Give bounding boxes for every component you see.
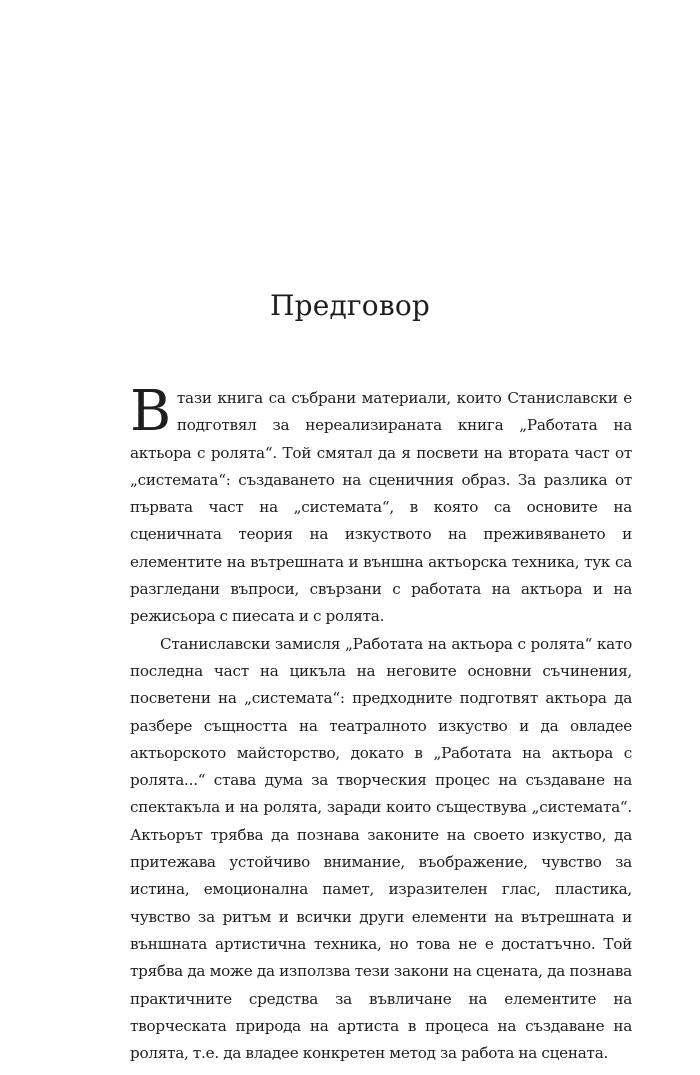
paragraph-1-text: тази книга са събрани материали, които Станиславски е подготвял за нереализираната книга „Работата на актьора с ролята“. Той смятал да я посвети на втората част от „системата“: създаването на сценичния образ. За разлика от първата част на „системата“, в която са основите на сценичната теория на изкуството на преживяването и елементите на вътрешната и външна актьорска техника, тук са разгледани въпроси, свързани с работата на актьора и на режисьора с пиесата и с ролята. — [130, 389, 632, 626]
chapter-title: Предговор — [269, 289, 431, 322]
chapter-body — [130, 379, 632, 1067]
drop-cap-letter: В — [130, 379, 171, 444]
paragraph-2: Станиславски замисля „Работата на актьора с ролята“ като последна част на цикъла на неговите основни съчинения, посветени на „системата“: предходните подготвят актьора да разбере същността на театралното изкуство и да овладее актьорското майсторство, докато в „Работата на актьора с ролята...“ става дума за творческия процес на създаване на спектакъла и на ролята, заради които съществува „системата“. Актьорът трябва да познава законите на своето изкуство, да притежава устойчиво внимание, въображение, чувство за истина, емоционална памет, изразителен глас, пластика, чувство за ритъм и всички други елементи на вътрешната и външната артистична техника, но това не е достатъчно. Той трябва да може да използва тези закони на сцената, да познава практичните средства за въвличане на елементите на творческата природа на артиста в процеса на създаване на ролята, т.е. да владее конкретен метод за работа на сцената. — [130, 634, 632, 1063]
paragraph-1 — [130, 379, 632, 631]
